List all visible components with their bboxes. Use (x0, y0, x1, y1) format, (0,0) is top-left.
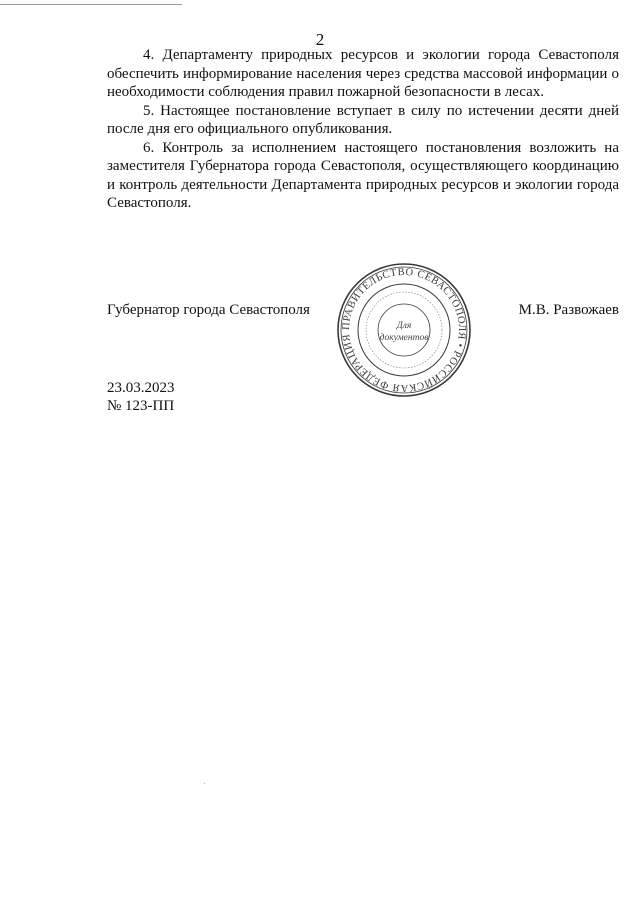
seal-outer-text: ПРАВИТЕЛЬСТВО СЕВАСТОПОЛЯ • РОССИЙСКАЯ ФЕДЕРАЦИЯ (340, 266, 468, 394)
seal-center-line-2: документов (379, 333, 429, 343)
paragraph-6: 6. Контроль за исполнением настоящего постановления возложить на заместителя Губернатора города Севастополя, осуществляющего координацию и контроль деятельности Департамента природных ресурсов и экологии города Севастополя. (107, 139, 619, 211)
paragraph-5: 5. Настоящее постановление вступает в силу по истечении десяти дней после дня его официального опубликования. (107, 102, 619, 137)
seal-center-line-1: Для (396, 321, 412, 331)
page-number: 2 (315, 30, 325, 49)
seal-graphic (336, 262, 472, 398)
document-number: № 123-ПП (107, 398, 175, 414)
signatory-title: Губернатор города Севастополя (107, 302, 310, 318)
top-rule (0, 4, 182, 5)
official-seal (336, 262, 472, 398)
signatory-name: М.В. Развожаев (518, 302, 619, 318)
paragraph-4: 4. Департаменту природных ресурсов и экологии города Севастополя обеспечить информирование населения через средства массовой информации о необходимости соблюдения правил пожарной безопасности в лесах. (107, 47, 619, 100)
document-date: 23.03.2023 (107, 380, 175, 396)
document-body (107, 46, 619, 213)
scan-speck (204, 783, 205, 784)
